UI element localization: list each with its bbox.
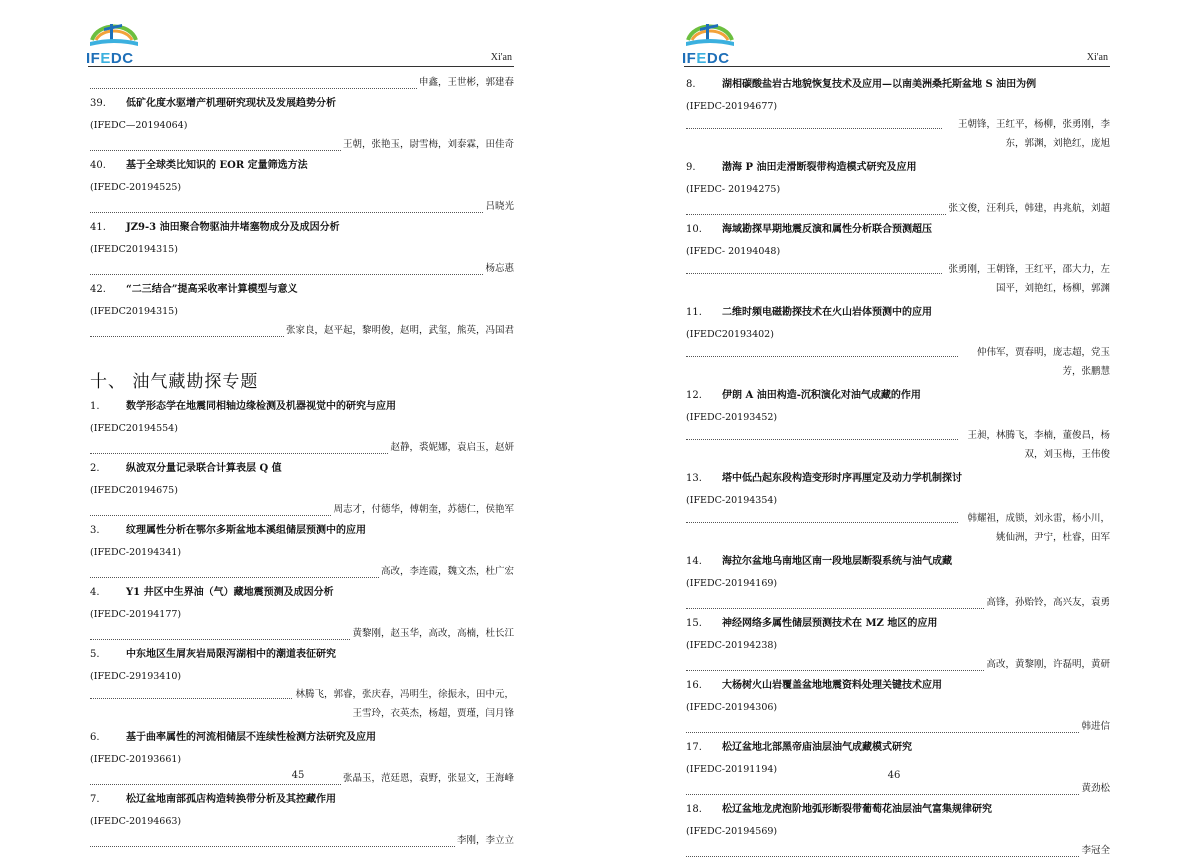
paper-number: 10. [686, 224, 702, 235]
paper-title: 2. 纵波双分量记录联合计算表层 Q 值 [90, 463, 282, 474]
authors: 李刚，李立立 [456, 835, 514, 846]
paper-code: (IFEDC-20194238) [686, 640, 778, 651]
paper-number: 14. [686, 556, 702, 567]
leader-dots [686, 205, 946, 215]
paper-number: 6. [90, 732, 100, 743]
paper-code: (IFEDC-20194169) [686, 578, 778, 589]
paper-entry [90, 586, 514, 640]
page-left [0, 0, 596, 846]
leader-dots [686, 264, 942, 274]
authors: 杨忘惠 [485, 263, 514, 274]
paper-code: (IFEDC-20193661) [90, 754, 182, 765]
authors: 张文俊，汪利兵，韩建，冉兆航，刘超 [948, 203, 1110, 214]
authors: 韩进信 [1081, 721, 1110, 732]
paper-code: (IFEDC-20194341) [90, 547, 182, 558]
paper-entry [90, 648, 514, 723]
author-line [686, 347, 1110, 381]
authors: 张家良，赵平起，黎明俊，赵明，武玺，熊英，冯国君 [285, 325, 514, 336]
leader-dots [686, 119, 942, 129]
paper-number: 17. [686, 742, 702, 753]
paper-title: 12. 伊朗 A 油田构造-沉积演化对油气成藏的作用 [686, 390, 921, 401]
paper-code: (IFEDC20194675) [90, 485, 178, 496]
paper-code: (IFEDC20194315) [90, 244, 178, 255]
leader-dots [90, 568, 379, 578]
paper-number: 1. [90, 401, 100, 412]
authors: 高锋，孙贻铃，高兴友，袁勇 [986, 597, 1110, 608]
paper-title: 40. 基于全球类比知识的 EOR 定量筛选方法 [90, 160, 308, 171]
author-line [90, 689, 514, 723]
leader-dots [90, 837, 455, 847]
author-line [90, 503, 514, 516]
paper-number: 39. [90, 98, 106, 109]
paper-number: 2. [90, 463, 100, 474]
author-line [686, 782, 1110, 795]
paper-code: (IFEDC-20191194) [686, 764, 778, 775]
author-line [686, 119, 1110, 153]
paper-title: 11. 二维时频电磁勘探技术在火山岩体预测中的应用 [686, 307, 932, 318]
paper-code: (IFEDC20193402) [686, 329, 774, 340]
paper-number: 15. [686, 618, 702, 629]
author-line [686, 720, 1110, 733]
authors: 林腾飞，郭睿，张庆春，冯明生，徐振永，田中元，王雪玲，衣英杰，杨超，贾瑾，闫月锋 [295, 689, 514, 719]
paper-number: 8. [686, 79, 696, 90]
paper-number: 13. [686, 473, 702, 484]
paper-entry [686, 161, 1110, 215]
paper-entry [686, 78, 1110, 153]
paper-entry [686, 555, 1110, 609]
paper-title: 14. 海拉尔盆地乌南地区南一段地层断裂系统与油气成藏 [686, 556, 952, 567]
leader-dots [686, 661, 984, 671]
authors: 黄劲松 [1081, 783, 1110, 794]
paper-code: (IFEDC-29193410) [90, 671, 182, 682]
header-city: Xi'an [1086, 52, 1108, 63]
author-line [686, 264, 1110, 298]
paper-entry [686, 617, 1110, 671]
leader-dots [90, 265, 483, 275]
header-rule [684, 66, 1110, 67]
leader-dots [90, 203, 483, 213]
authors: 王朝，张艳玉，尉雪梅，刘泰霖，田佳奇 [342, 139, 514, 150]
paper-code: (IFEDC-20194663) [90, 816, 182, 827]
paper-code: (IFEDC20194554) [90, 423, 178, 434]
logo-wordmark: IFEDC [86, 50, 134, 67]
authors: 韩耀祖，成锁，刘永雷，杨小川，姚仙洲，尹宁，杜睿，田军 [967, 513, 1110, 543]
paper-title: 15. 神经网络多属性储层预测技术在 MZ 地区的应用 [686, 618, 938, 629]
authors: 王朝锋，王红平，杨柳，张勇刚，李东，郭渊，刘艳红，庞旭 [957, 119, 1110, 149]
paper-entry [90, 400, 514, 454]
author-line [686, 596, 1110, 609]
author-line [90, 441, 514, 454]
paper-code: (IFEDC- 20194048) [686, 246, 781, 257]
paper-entry [90, 793, 514, 847]
authors: 张晶玉，范廷恩，袁野，张显文，王海峰 [342, 773, 514, 784]
leader-dots [686, 430, 958, 440]
page-right [596, 0, 1192, 856]
paper-number: 12. [686, 390, 702, 401]
paper-entry [90, 283, 514, 337]
leader-dots [686, 785, 1079, 795]
paper-title: 13. 塔中低凸起东段构造变形时序再厘定及动力学机制探讨 [686, 473, 962, 484]
paper-code: (IFEDC-20194354) [686, 495, 778, 506]
paper-entry [686, 472, 1110, 547]
right-content [686, 70, 1110, 857]
authors: 赵静，裘妮娜，袁启玉，赵妍 [390, 442, 514, 453]
paper-code: (IFEDC-20194177) [90, 609, 182, 620]
paper-entry [90, 159, 514, 213]
paper-title: 42. “二三结合”提高采收率计算模型与意义 [90, 284, 298, 295]
paper-title: 10. 海域勘探早期地震反演和属性分析联合预测超压 [686, 224, 932, 235]
ifedc-emblem-icon [684, 14, 736, 48]
authors: 周志才，付德华，傅朝奎，苏德仁，侯艳军 [333, 504, 514, 515]
author-line [90, 138, 514, 151]
paper-title: 9. 渤海 P 油田走滑断裂带构造模式研究及应用 [686, 162, 917, 173]
paper-number: 7. [90, 794, 100, 805]
paper-title: 41. JZ9-3 油田聚合物驱油井堵塞物成分及成因分析 [90, 222, 340, 233]
authors: 张勇刚，王朝锋，王红平，邵大力，左国平，刘艳红，杨柳，郭渊 [948, 264, 1110, 294]
leader-dots [90, 630, 350, 640]
header-city: Xi'an [490, 52, 512, 63]
paper-entry [90, 221, 514, 275]
leader-dots [90, 506, 331, 516]
paper-title: 7. 松辽盆地南部孤店构造转换带分析及其控藏作用 [90, 794, 336, 805]
leader-dots [90, 79, 417, 89]
ifedc-emblem-icon [88, 14, 140, 48]
page-number: 46 [887, 770, 901, 781]
paper-code: (IFEDC- 20194275) [686, 184, 781, 195]
author-line [90, 200, 514, 213]
authors: 王昶，林腾飞，李楠，董俊昌，杨双，刘玉梅，王伟俊 [967, 430, 1110, 460]
author-line [686, 430, 1110, 464]
author-line [686, 658, 1110, 671]
paper-number: 3. [90, 525, 100, 536]
author-line [686, 513, 1110, 547]
ifedc-logo [682, 14, 754, 66]
leader-dots [686, 347, 958, 357]
paper-number: 9. [686, 162, 696, 173]
left-content [90, 70, 514, 847]
author-line [90, 262, 514, 275]
paper-entry [686, 679, 1110, 733]
leader-dots [90, 141, 341, 151]
author-line [90, 565, 514, 578]
author-line [686, 844, 1110, 857]
paper-code: (IFEDC—20194064) [90, 120, 188, 131]
paper-entry [686, 803, 1110, 857]
section-heading: 十、 油气藏勘探专题 [90, 372, 259, 392]
authors: 高改，李连霞，魏文杰，杜广宏 [380, 566, 514, 577]
paper-code: (IFEDC-20193452) [686, 412, 778, 423]
paper-title: 17. 松辽盆地北部黑帝庙油层油气成藏模式研究 [686, 742, 912, 753]
paper-title: 6. 基于曲率属性的河流相储层不连续性检测方法研究及应用 [90, 732, 376, 743]
paper-number: 41. [90, 222, 106, 233]
authors: 高改，黄黎刚，许磊明，黄研 [986, 659, 1110, 670]
authors: 黄黎刚，赵玉华，高改，高楠，杜长江 [352, 628, 514, 639]
paper-entry [90, 97, 514, 151]
authors: 仲伟军，贾春明，庞志超，党玉芳，张鹏慧 [976, 347, 1110, 377]
leader-dots [686, 599, 984, 609]
paper-number: 5. [90, 649, 100, 660]
paper-title: 18. 松辽盆地龙虎泡阶地弧形断裂带葡萄花油层油气富集规律研究 [686, 804, 992, 815]
paper-number: 11. [686, 307, 702, 318]
paper-number: 16. [686, 680, 702, 691]
paper-entry [686, 389, 1110, 464]
paper-title: 5. 中东地区生屑灰岩局限泻湖相中的潮道表征研究 [90, 649, 336, 660]
author-line [686, 202, 1110, 215]
paper-title: 4. Y1 井区中生界油（气）藏地震预测及成因分析 [90, 587, 334, 598]
author-line [90, 627, 514, 640]
author-line [90, 76, 514, 89]
paper-title: 1. 数学形态学在地震同相轴边缘检测及机器视觉中的研究与应用 [90, 401, 396, 412]
leader-dots [90, 444, 388, 454]
paper-number: 4. [90, 587, 100, 598]
paper-code: (IFEDC-20194569) [686, 826, 778, 837]
authors: 吕晓光 [485, 201, 514, 212]
paper-title: 16. 大杨树火山岩覆盖盆地地震资料处理关键技术应用 [686, 680, 942, 691]
leader-dots [686, 723, 1079, 733]
paper-code: (IFEDC-20194677) [686, 101, 778, 112]
paper-entry [686, 306, 1110, 381]
paper-code: (IFEDC-20194525) [90, 182, 182, 193]
logo-wordmark: IFEDC [682, 50, 730, 67]
leader-dots [90, 689, 292, 699]
paper-title: 8. 湖相碳酸盐岩古地貌恢复技术及应用—以南美洲桑托斯盆地 S 油田为例 [686, 79, 1037, 90]
paper-entry [90, 462, 514, 516]
authors: 李冠全 [1081, 845, 1110, 856]
paper-title: 39. 低矿化度水驱增产机理研究现状及发展趋势分析 [90, 98, 336, 109]
paper-entry [686, 741, 1110, 795]
author-line [90, 324, 514, 337]
paper-code: (IFEDC-20194306) [686, 702, 778, 713]
ifedc-logo [86, 14, 158, 66]
paper-number: 40. [90, 160, 106, 171]
paper-title: 3. 纹理属性分析在鄂尔多斯盆地本溪组储层预测中的应用 [90, 525, 366, 536]
paper-number: 42. [90, 284, 106, 295]
paper-entry [90, 524, 514, 578]
page-number: 45 [291, 770, 305, 781]
author-line [90, 834, 514, 847]
leader-dots [686, 513, 958, 523]
leader-dots [90, 327, 284, 337]
authors: 申鑫，王世彬，郭建春 [418, 77, 514, 88]
leader-dots [686, 847, 1079, 857]
paper-number: 18. [686, 804, 702, 815]
paper-code: (IFEDC20194315) [90, 306, 178, 317]
paper-entry [686, 223, 1110, 298]
header-rule [88, 66, 514, 67]
